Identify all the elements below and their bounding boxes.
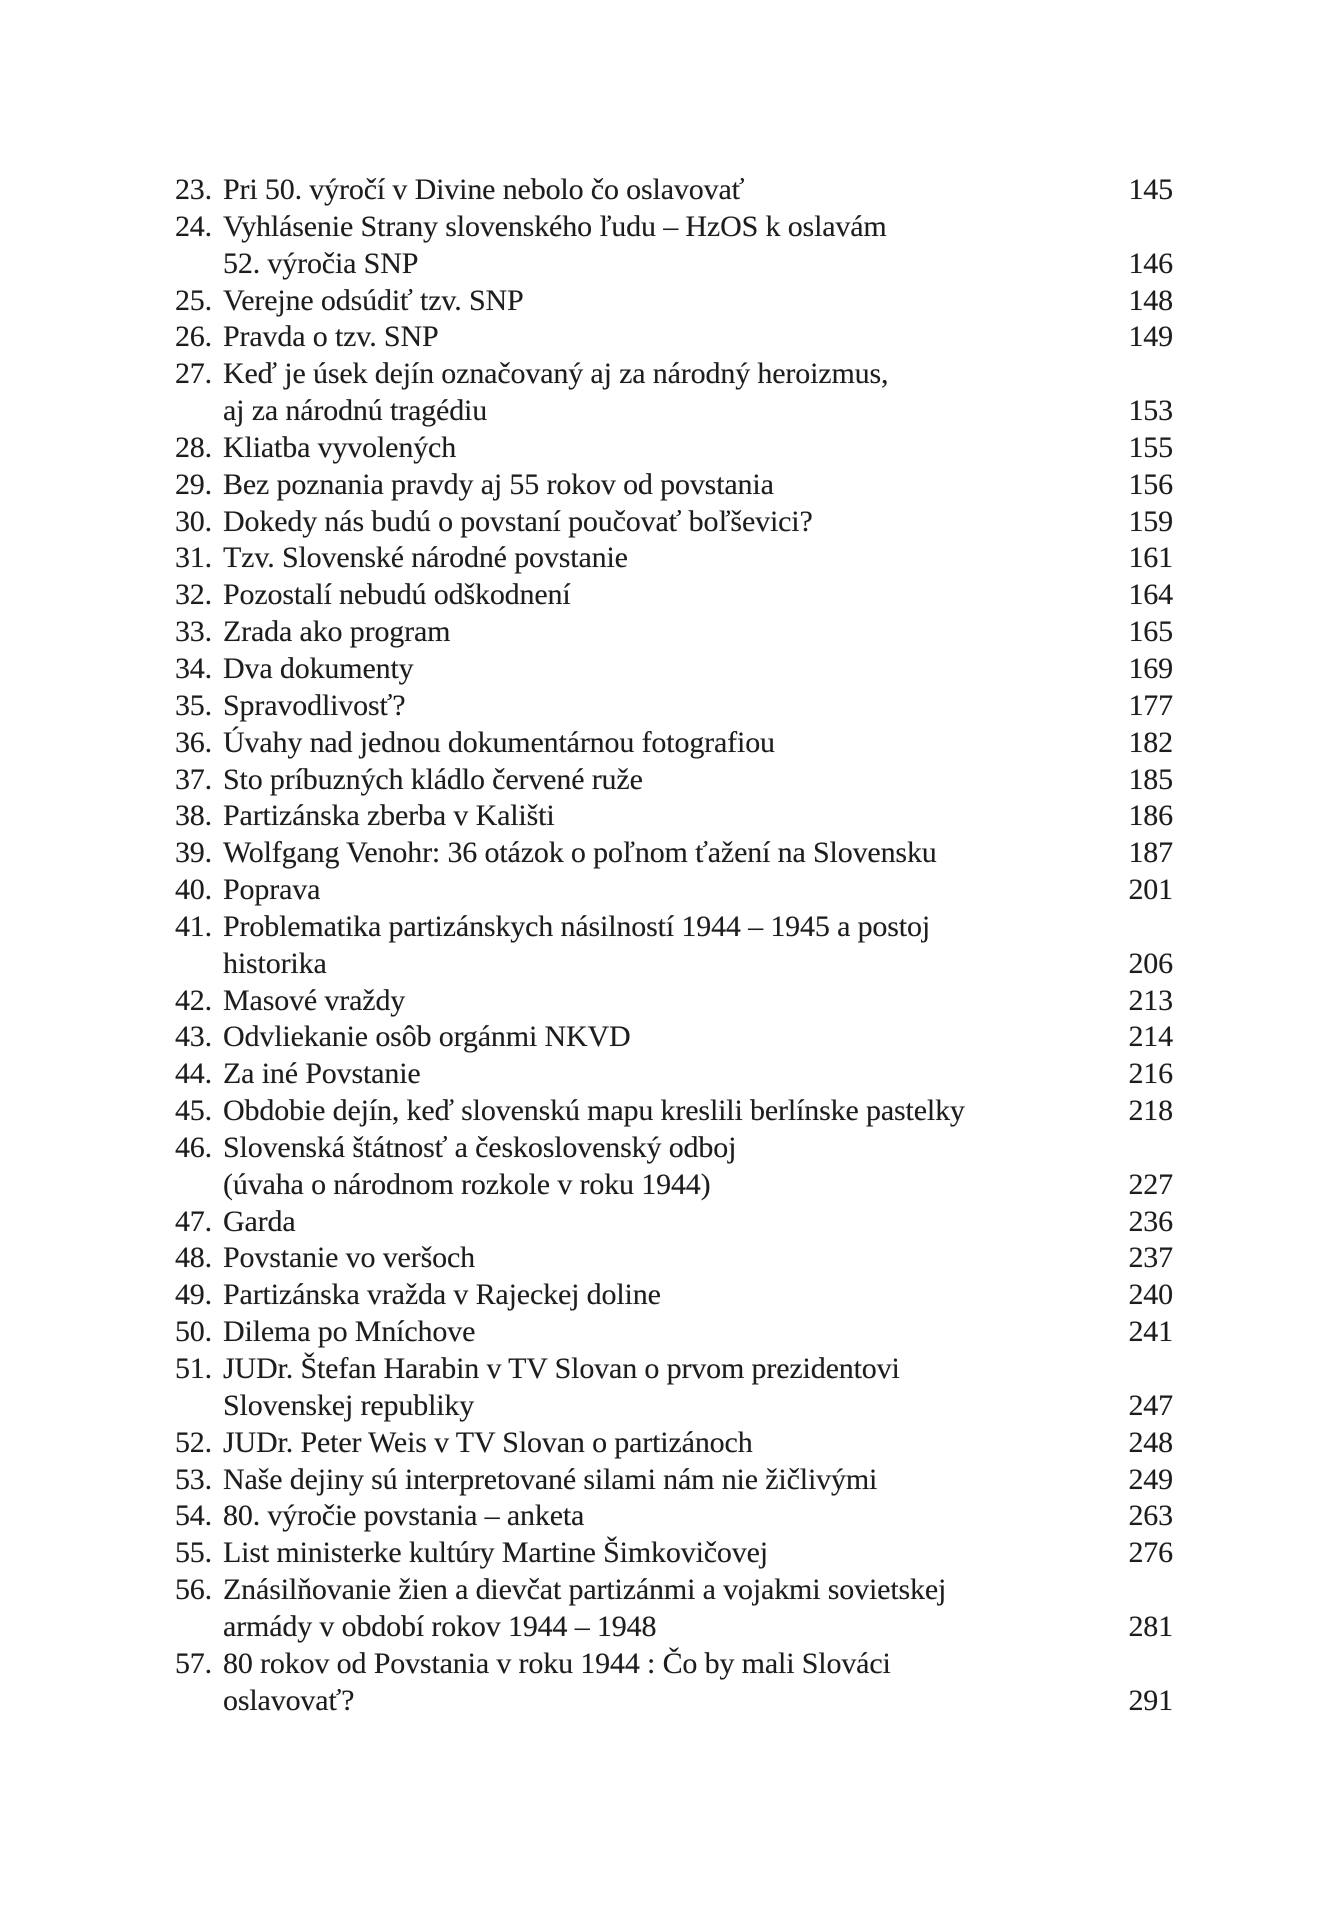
entry-title-line: Úvahy nad jednou dokumentárnou fotografiou — [223, 725, 775, 759]
entry-title-line: Pozostalí nebudú odškodnení — [223, 578, 571, 612]
entry-title-line: historika — [223, 946, 327, 980]
entry-number: 37. — [174, 762, 212, 796]
toc-entry — [169, 872, 1173, 909]
entry-page-number: 291 — [1128, 1683, 1173, 1717]
entry-page-number: 248 — [1128, 1425, 1173, 1459]
entry-title-line: Problematika partizánskych násilností 1944 – 1945 a postoj — [223, 909, 931, 943]
entry-number: 31. — [174, 541, 212, 575]
entry-number: 33. — [174, 615, 212, 649]
entry-title — [223, 319, 1118, 356]
entry-number: 52. — [174, 1425, 212, 1459]
entry-title — [223, 577, 1118, 614]
entry-page-number: 249 — [1128, 1462, 1173, 1496]
entry-title — [223, 1572, 1118, 1646]
entry-title-line: 52. výročia SNP — [223, 246, 419, 280]
entry-page-number: 216 — [1128, 1057, 1173, 1091]
toc-entry — [169, 577, 1173, 614]
entry-page-number: 165 — [1128, 615, 1173, 649]
entry-page-number: 146 — [1128, 246, 1173, 280]
entry-number: 49. — [174, 1278, 212, 1312]
entry-page-number: 182 — [1128, 725, 1173, 759]
entry-title — [223, 798, 1118, 835]
entry-page-number: 263 — [1128, 1499, 1173, 1533]
entry-page-number: 236 — [1128, 1204, 1173, 1238]
entry-title-line: Tzv. Slovenské národné povstanie — [223, 541, 628, 575]
entry-title — [223, 909, 1118, 983]
entry-title-line: Odvliekanie osôb orgánmi NKVD — [223, 1020, 631, 1054]
entry-number: 26. — [174, 320, 212, 354]
entry-title — [223, 725, 1118, 762]
entry-title-line: (úvaha o národnom rozkole v roku 1944) — [223, 1167, 711, 1201]
entry-page-number: 213 — [1128, 983, 1173, 1017]
toc-entry — [169, 983, 1173, 1020]
toc-entry — [169, 540, 1173, 577]
entry-title-line: oslavovať? — [223, 1683, 355, 1717]
toc-entry — [169, 1240, 1173, 1277]
entry-page-number: 241 — [1128, 1315, 1173, 1349]
toc-entry — [169, 835, 1173, 872]
entry-title — [223, 172, 1118, 209]
toc-entry — [169, 614, 1173, 651]
entry-number: 39. — [174, 836, 212, 870]
toc-entry — [169, 1314, 1173, 1351]
toc-entry — [169, 1646, 1173, 1720]
entry-title — [223, 983, 1118, 1020]
entry-title — [223, 1351, 1118, 1425]
entry-number: 25. — [174, 283, 212, 317]
entry-title-line: Pravda o tzv. SNP — [223, 320, 439, 354]
entry-title-line: Zrada ako program — [223, 615, 451, 649]
entry-number: 50. — [174, 1315, 212, 1349]
toc-entry — [169, 1572, 1173, 1646]
entry-title-line: Sto príbuzných kládlo červené ruže — [223, 762, 643, 796]
toc-entry — [169, 356, 1173, 430]
toc-entry — [169, 1462, 1173, 1499]
entry-page-number: 186 — [1128, 799, 1173, 833]
entry-title-line: Za iné Povstanie — [223, 1057, 421, 1091]
toc-entry — [169, 1498, 1173, 1535]
toc-entry — [169, 1130, 1173, 1204]
entry-title — [223, 1425, 1118, 1462]
entry-page-number: 201 — [1128, 873, 1173, 907]
entry-title-line: Slovenskej republiky — [223, 1388, 475, 1422]
toc-entry — [169, 1019, 1173, 1056]
entry-title — [223, 614, 1118, 651]
entry-number: 47. — [174, 1204, 212, 1238]
entry-number: 32. — [174, 578, 212, 612]
entry-number: 51. — [174, 1352, 212, 1385]
entry-title-line: Dokedy nás budú o povstaní poučovať boľševici? — [223, 504, 813, 538]
toc-entry — [169, 430, 1173, 467]
entry-title-line: List ministerke kultúry Martine Šimkovičovej — [223, 1536, 768, 1570]
entry-title-line: Spravodlivosť? — [223, 688, 406, 722]
entry-number: 27. — [174, 357, 212, 391]
entry-page-number: 145 — [1128, 173, 1173, 206]
entry-page-number: 187 — [1128, 836, 1173, 870]
entry-number: 29. — [174, 467, 212, 501]
entry-title-line: 80. výročie povstania – anketa — [223, 1499, 585, 1533]
entry-title — [223, 835, 1118, 872]
entry-title-line: aj za národnú tragédiu — [223, 394, 488, 428]
entry-page-number: 214 — [1128, 1020, 1173, 1054]
entry-title — [223, 688, 1118, 725]
entry-title-line: JUDr. Štefan Harabin v TV Slovan o prvom prezidentovi — [223, 1352, 900, 1385]
entry-number: 41. — [174, 909, 212, 943]
entry-title — [223, 1240, 1118, 1277]
entry-title — [223, 1498, 1118, 1535]
entry-title-line: Partizánska vražda v Rajeckej doline — [223, 1278, 661, 1312]
entry-page-number: 159 — [1128, 504, 1173, 538]
entry-title-line: Dilema po Mníchove — [223, 1315, 476, 1349]
entry-number: 24. — [174, 209, 212, 243]
entry-title-line: Wolfgang Venohr: 36 otázok o poľnom ťažení na Slovensku — [223, 836, 937, 870]
entry-title — [223, 1314, 1118, 1351]
entry-number: 55. — [174, 1536, 212, 1570]
entry-title-line: 80 rokov od Povstania v roku 1944 : Čo by mali Slováci — [223, 1646, 891, 1680]
entry-title-line: Garda — [223, 1204, 296, 1238]
entry-title — [223, 762, 1118, 799]
toc-entry — [169, 1535, 1173, 1572]
entry-number: 34. — [174, 651, 212, 685]
entry-page-number: 148 — [1128, 283, 1173, 317]
toc-entry — [169, 909, 1173, 983]
entry-title-line: Poprava — [223, 873, 321, 907]
entry-title — [223, 1093, 1118, 1130]
entry-number: 23. — [174, 173, 212, 206]
entry-page-number: 156 — [1128, 467, 1173, 501]
entry-title-line: Kliatba vyvolených — [223, 430, 457, 464]
toc-entry — [169, 504, 1173, 541]
entry-title-line: Povstanie vo veršoch — [223, 1241, 475, 1275]
toc-entry — [169, 283, 1173, 320]
entry-number: 43. — [174, 1020, 212, 1054]
entry-title — [223, 1277, 1118, 1314]
entry-title — [223, 1646, 1118, 1720]
entry-page-number: 169 — [1128, 651, 1173, 685]
entry-number: 28. — [174, 430, 212, 464]
entry-title — [223, 1056, 1118, 1093]
entry-title — [223, 283, 1118, 320]
entry-number: 56. — [174, 1573, 212, 1607]
entry-title — [223, 540, 1118, 577]
entry-title-line: Pri 50. výročí v Divine nebolo čo oslavovať — [223, 173, 745, 206]
entry-page-number: 237 — [1128, 1241, 1173, 1275]
toc-entry — [169, 467, 1173, 504]
entry-title — [223, 651, 1118, 688]
entry-title-line: Partizánska zberba v Kališti — [223, 799, 555, 833]
entry-title-line: JUDr. Peter Weis v TV Slovan o partizánoch — [223, 1425, 753, 1459]
entry-title-line: Keď je úsek dejín označovaný aj za národný heroizmus, — [223, 357, 889, 391]
toc-entry — [169, 798, 1173, 835]
entry-page-number: 164 — [1128, 578, 1173, 612]
toc-entry — [169, 725, 1173, 762]
toc-entry — [169, 688, 1173, 725]
toc-entry — [169, 1351, 1173, 1425]
toc-entry — [169, 762, 1173, 799]
entry-title — [223, 209, 1118, 283]
entry-page-number: 155 — [1128, 430, 1173, 464]
entry-page-number: 185 — [1128, 762, 1173, 796]
entry-title — [223, 430, 1118, 467]
toc-entry — [169, 209, 1173, 283]
toc-entry — [169, 319, 1173, 356]
entry-number: 38. — [174, 799, 212, 833]
entry-title-line: Vyhlásenie Strany slovenského ľudu – HzOS k oslavám — [223, 209, 887, 243]
entry-title-line: Obdobie dejín, keď slovenskú mapu kreslili berlínske pastelky — [223, 1094, 965, 1128]
entry-title — [223, 1535, 1118, 1572]
entry-title — [223, 504, 1118, 541]
entry-page-number: 177 — [1128, 688, 1173, 722]
entry-number: 40. — [174, 873, 212, 907]
entry-title — [223, 467, 1118, 504]
entry-title — [223, 1462, 1118, 1499]
toc-entry — [169, 1277, 1173, 1314]
table-of-contents — [169, 172, 1173, 1719]
entry-number: 46. — [174, 1130, 212, 1164]
toc-entry — [169, 1425, 1173, 1462]
entry-title — [223, 1130, 1118, 1204]
entry-number: 57. — [174, 1646, 212, 1680]
entry-title-line: Dva dokumenty — [223, 651, 414, 685]
entry-number: 36. — [174, 725, 212, 759]
entry-page-number: 276 — [1128, 1536, 1173, 1570]
entry-number: 45. — [174, 1094, 212, 1128]
entry-title-line: armády v období rokov 1944 – 1948 — [223, 1609, 657, 1643]
toc-entry — [169, 1204, 1173, 1241]
entry-page-number: 218 — [1128, 1094, 1173, 1128]
entry-number: 44. — [174, 1057, 212, 1091]
entry-number: 53. — [174, 1462, 212, 1496]
entry-title — [223, 872, 1118, 909]
toc-entry — [169, 1093, 1173, 1130]
entry-page-number: 247 — [1128, 1388, 1173, 1422]
entry-page-number: 161 — [1128, 541, 1173, 575]
toc-entry — [169, 651, 1173, 688]
entry-page-number: 281 — [1128, 1609, 1173, 1643]
entry-number: 42. — [174, 983, 212, 1017]
entry-page-number: 206 — [1128, 946, 1173, 980]
entry-number: 48. — [174, 1241, 212, 1275]
entry-number: 54. — [174, 1499, 212, 1533]
entry-title — [223, 356, 1118, 430]
entry-title — [223, 1204, 1118, 1241]
entry-page-number: 227 — [1128, 1167, 1173, 1201]
entry-title-line: Verejne odsúdiť tzv. SNP — [223, 283, 524, 317]
entry-title-line: Slovenská štátnosť a československý odboj — [223, 1130, 737, 1164]
entry-title-line: Naše dejiny sú interpretované silami nám nie žičlivými — [223, 1462, 878, 1496]
entry-title-line: Znásilňovanie žien a dievčat partizánmi a vojakmi sovietskej — [223, 1573, 947, 1607]
entry-number: 30. — [174, 504, 212, 538]
toc-entry — [169, 1056, 1173, 1093]
toc-entry — [169, 172, 1173, 209]
entry-page-number: 153 — [1128, 394, 1173, 428]
entry-title-line: Masové vraždy — [223, 983, 406, 1017]
entry-page-number: 149 — [1128, 320, 1173, 354]
entry-page-number: 240 — [1128, 1278, 1173, 1312]
entry-number: 35. — [174, 688, 212, 722]
entry-title-line: Bez poznania pravdy aj 55 rokov od povstania — [223, 467, 774, 501]
entry-title — [223, 1019, 1118, 1056]
